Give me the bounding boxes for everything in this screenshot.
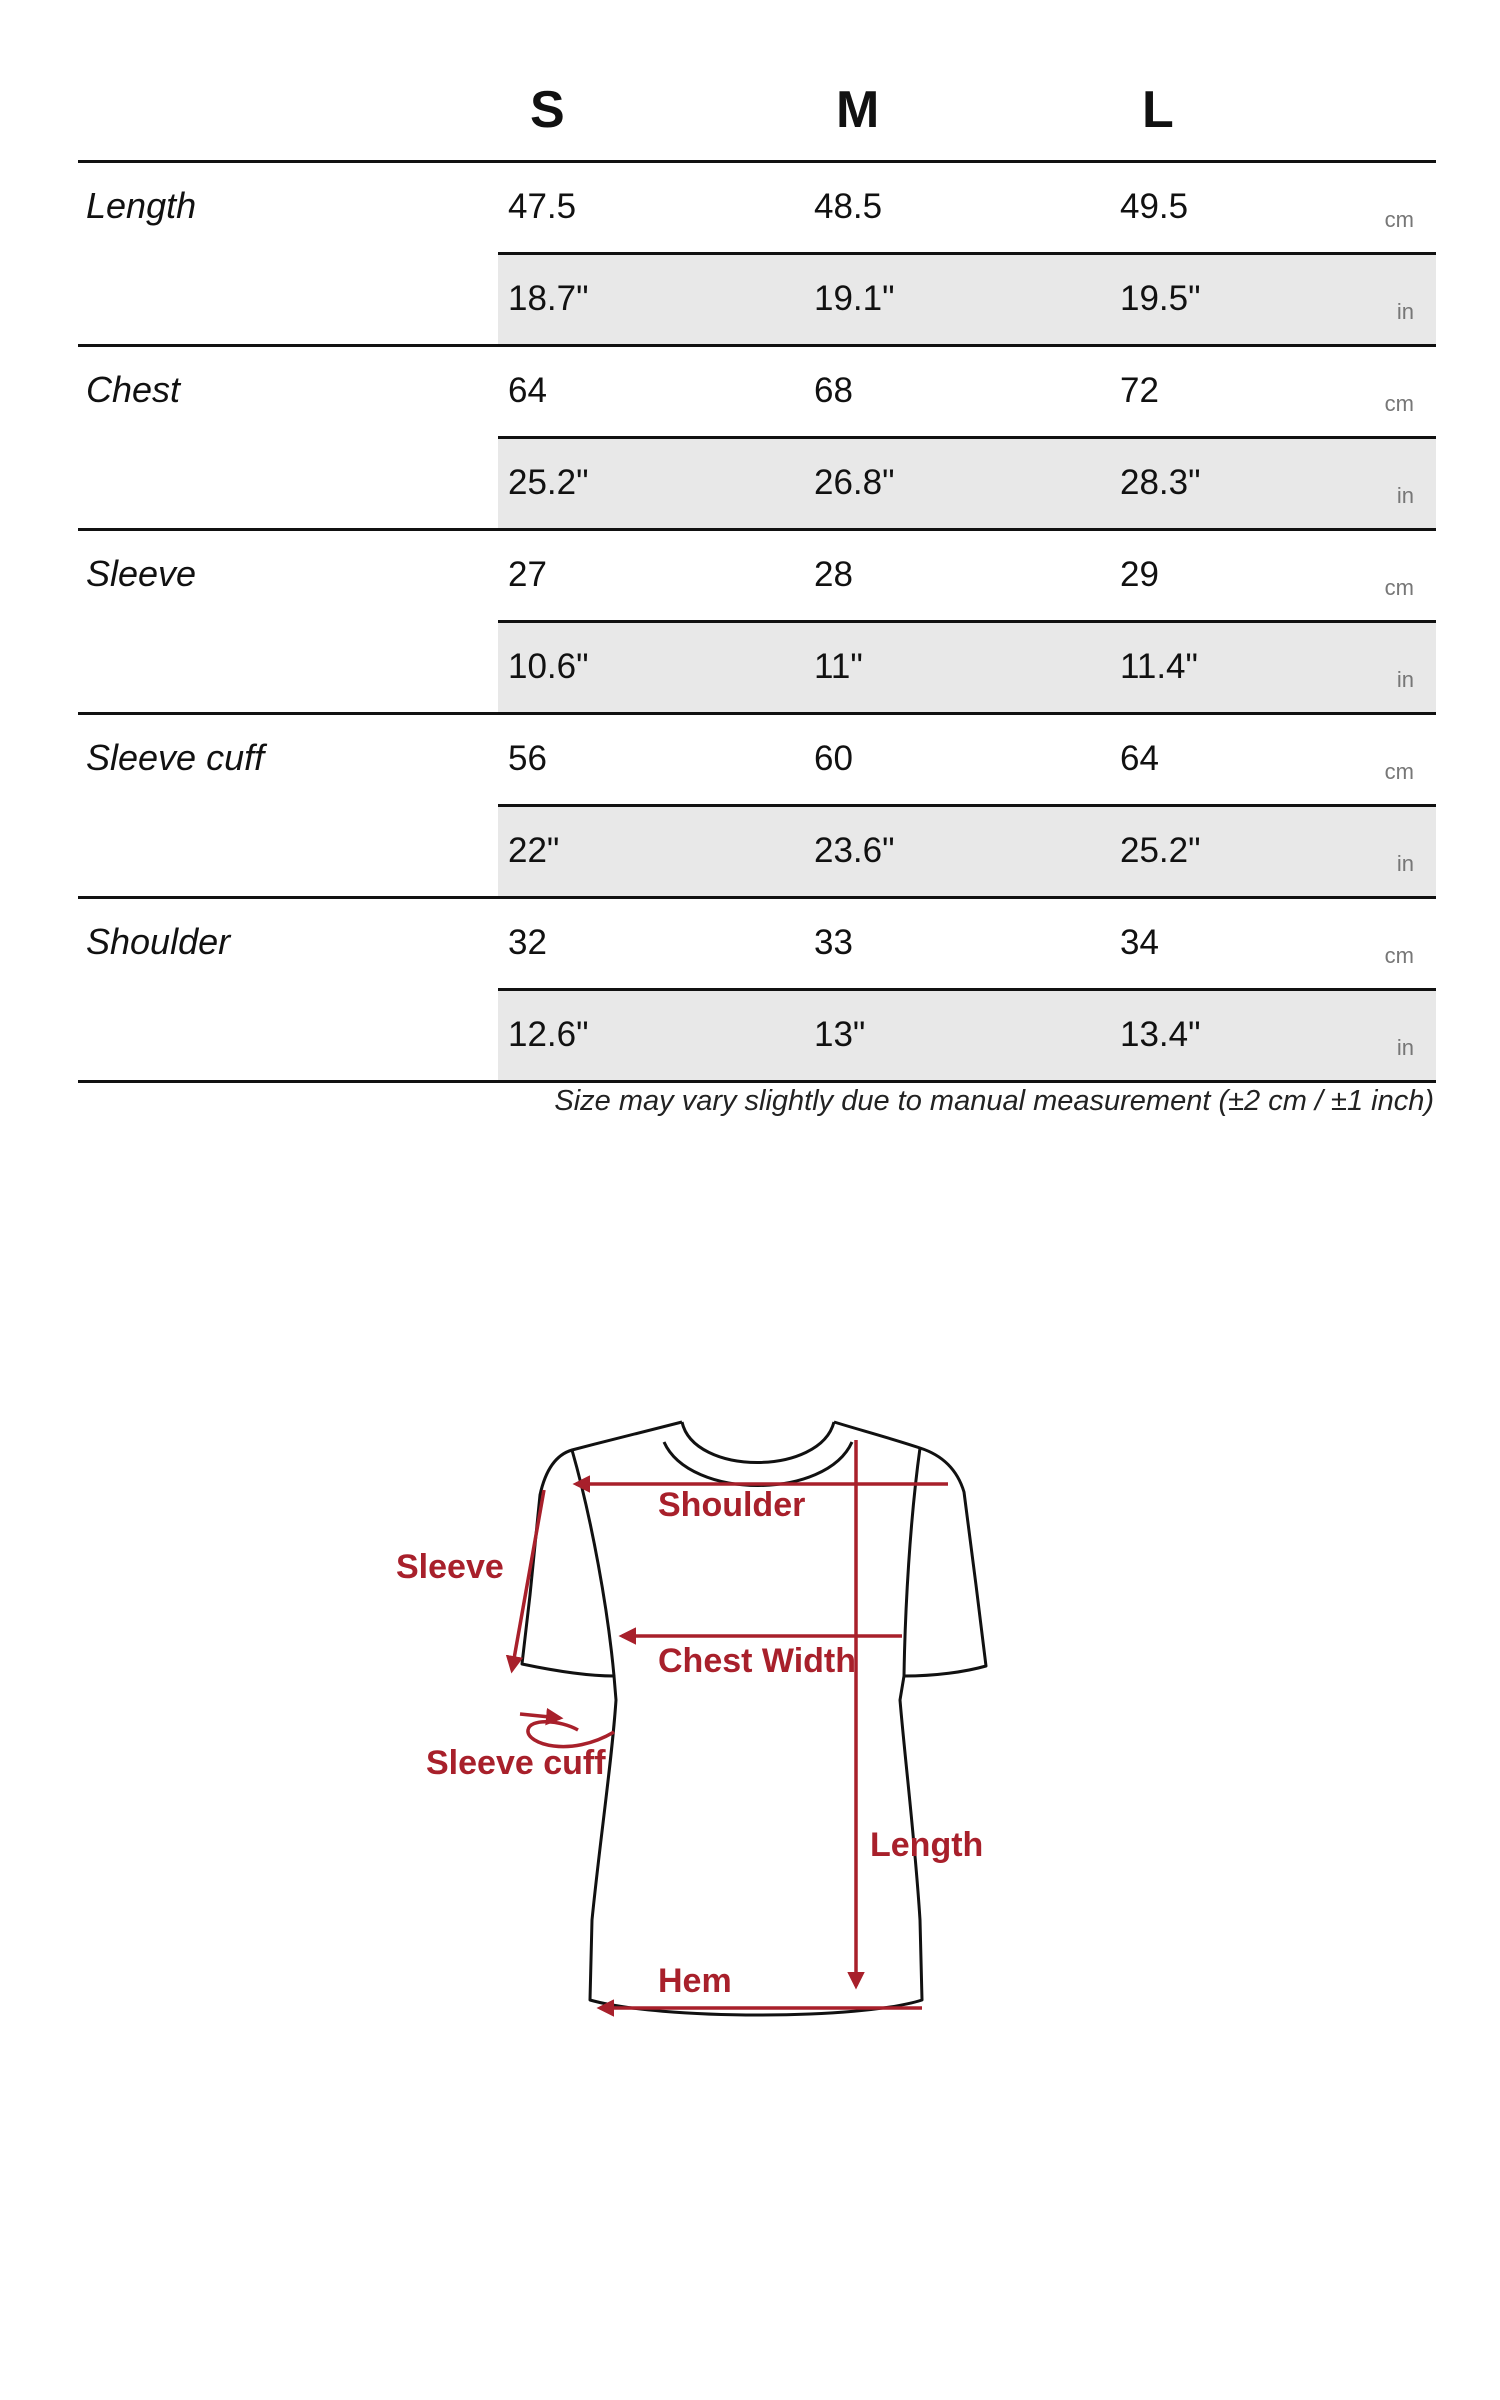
value-s-in: 18.7" [508, 279, 589, 318]
value-l-in: 19.5" [1120, 279, 1201, 318]
unit-label-cm: cm [1384, 759, 1414, 784]
measurement-group-sleeve [78, 528, 1436, 712]
value-s-cm: 47.5 [508, 187, 577, 226]
sleeve-cuff-arrow [528, 1722, 614, 1747]
measurement-group-length [78, 160, 1436, 344]
unit-label-in: in [1396, 483, 1414, 508]
value-l-cm: 34 [1120, 923, 1159, 962]
value-l-in: 25.2" [1120, 831, 1201, 870]
value-l-in: 13.4" [1120, 1015, 1201, 1054]
cm-row [498, 899, 1436, 988]
size-header-m: M [836, 81, 880, 139]
value-l-in: 11.4" [1120, 647, 1198, 686]
measurement-disclaimer: Size may vary slightly due to manual measurement (±2 cm / ±1 inch) [554, 1085, 1434, 1117]
sleeve-cuff-arrowhead [520, 1714, 560, 1718]
label-hem: Hem [658, 1962, 732, 2000]
value-s-in: 22" [508, 831, 560, 870]
unit-label-in: in [1396, 851, 1414, 876]
value-m-cm: 48.5 [814, 187, 883, 226]
inch-row [498, 436, 1436, 528]
value-l-in: 28.3" [1120, 463, 1201, 502]
measurement-name: Sleeve cuff [86, 737, 265, 778]
value-m-cm: 60 [814, 739, 853, 778]
unit-label-in: in [1396, 299, 1414, 324]
value-l-cm: 29 [1120, 555, 1159, 594]
measurement-name: Length [86, 185, 197, 226]
value-m-cm: 28 [814, 555, 853, 594]
measurement-group-sleeve-cuff [78, 712, 1436, 896]
value-s-cm: 64 [508, 371, 547, 410]
value-m-cm: 33 [814, 923, 853, 962]
measurement-name: Shoulder [86, 921, 231, 962]
tshirt-measurement-diagram [0, 1380, 1500, 2080]
cm-row [498, 347, 1436, 436]
value-s-cm: 56 [508, 739, 547, 778]
value-m-in: 19.1" [814, 279, 895, 318]
value-m-in: 11" [814, 647, 863, 686]
inch-row [498, 804, 1436, 896]
size-header-l: L [1142, 81, 1174, 139]
sleeve-arrow [512, 1490, 544, 1670]
unit-label-cm: cm [1384, 391, 1414, 416]
size-header-row [78, 0, 1436, 160]
measurement-name: Chest [86, 369, 181, 410]
value-s-in: 10.6" [508, 647, 589, 686]
value-s-in: 25.2" [508, 463, 589, 502]
cm-row [498, 163, 1436, 252]
inch-row [498, 252, 1436, 344]
value-l-cm: 72 [1120, 371, 1159, 410]
label-sleeve: Sleeve [396, 1548, 504, 1586]
value-s-cm: 32 [508, 923, 547, 962]
size-header-s: S [530, 81, 565, 139]
unit-label-in: in [1396, 667, 1414, 692]
unit-label-cm: cm [1384, 575, 1414, 600]
cm-row [498, 715, 1436, 804]
inch-row [498, 988, 1436, 1080]
cm-row [498, 531, 1436, 620]
value-l-cm: 49.5 [1120, 187, 1189, 226]
value-m-in: 13" [814, 1015, 866, 1054]
value-m-in: 23.6" [814, 831, 895, 870]
measurement-group-chest [78, 344, 1436, 528]
value-s-cm: 27 [508, 555, 547, 594]
label-sleeve-cuff: Sleeve cuff [426, 1744, 606, 1782]
label-chest-width: Chest Width [658, 1642, 857, 1680]
measurement-arrows [512, 1440, 948, 2008]
label-shoulder: Shoulder [658, 1486, 806, 1524]
value-m-in: 26.8" [814, 463, 895, 502]
tshirt-diagram-svg [0, 1380, 1500, 2080]
unit-label-cm: cm [1384, 943, 1414, 968]
measurement-name: Sleeve [86, 553, 197, 594]
label-length: Length [870, 1826, 984, 1864]
value-s-in: 12.6" [508, 1015, 589, 1054]
measurement-group-shoulder [78, 896, 1436, 1083]
value-m-cm: 68 [814, 371, 853, 410]
value-l-cm: 64 [1120, 739, 1159, 778]
inch-row [498, 620, 1436, 712]
unit-label-in: in [1396, 1035, 1414, 1060]
unit-label-cm: cm [1384, 207, 1414, 232]
size-chart-table [78, 0, 1436, 1083]
